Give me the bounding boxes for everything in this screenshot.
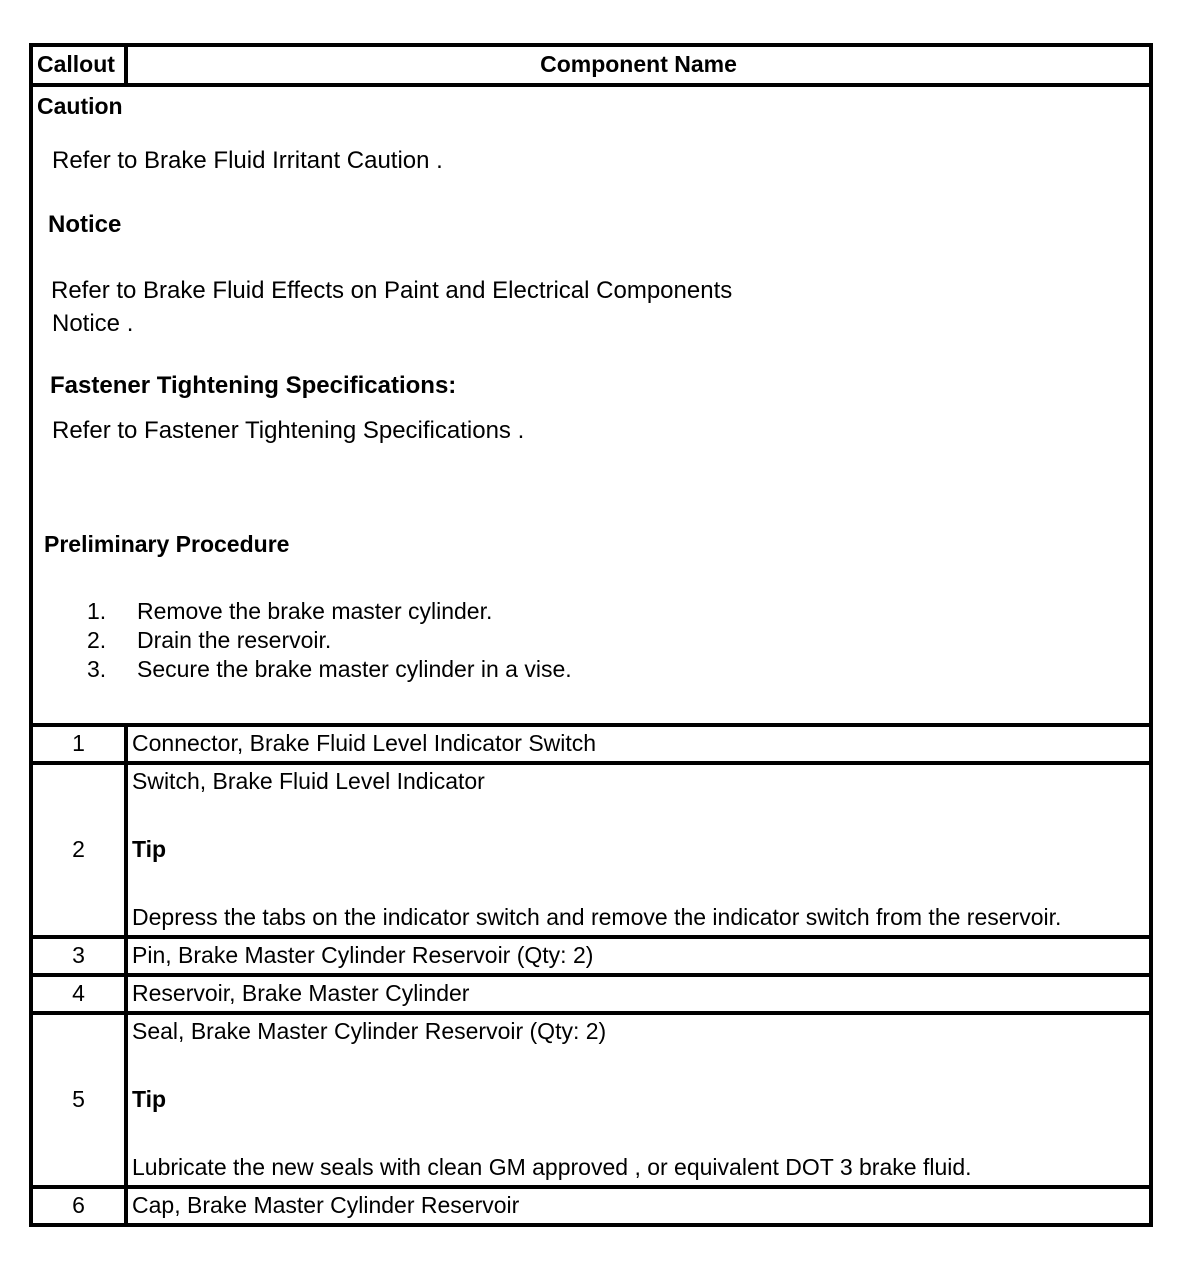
tip-title: Tip bbox=[132, 836, 167, 863]
table-row bbox=[31, 975, 1151, 1013]
preliminary-cell bbox=[31, 85, 1151, 725]
component-name: Switch, Brake Fluid Level Indicator bbox=[132, 768, 485, 795]
table-row bbox=[31, 725, 1151, 763]
step-number: 2. bbox=[87, 627, 107, 653]
callout-header: Callout bbox=[31, 45, 126, 85]
table-row bbox=[31, 937, 1151, 975]
table-row bbox=[31, 1013, 1151, 1187]
component-name-header: Component Name bbox=[126, 45, 1151, 85]
caution-text: Refer to Brake Fluid Irritant Caution . bbox=[52, 147, 443, 174]
component-name: Reservoir, Brake Master Cylinder bbox=[126, 975, 1151, 1013]
spacer bbox=[132, 867, 1149, 901]
callout-number: 5 bbox=[31, 1013, 126, 1187]
fastener-title: Fastener Tightening Specifications: bbox=[50, 372, 457, 399]
callout-number: 3 bbox=[31, 937, 126, 975]
component-name: Pin, Brake Master Cylinder Reservoir (Qty: 2) bbox=[126, 937, 1151, 975]
notice-text-line2: Notice . bbox=[52, 310, 134, 337]
step-text: Secure the brake master cylinder in a vise. bbox=[137, 656, 572, 682]
tip-title: Tip bbox=[132, 1086, 167, 1113]
table-header-row bbox=[31, 45, 1151, 85]
component-name: Connector, Brake Fluid Level Indicator Switch bbox=[126, 725, 1151, 763]
components-table bbox=[29, 43, 1153, 1227]
table-row bbox=[31, 763, 1151, 937]
spacer bbox=[132, 1049, 1149, 1083]
component-cell-with-tip bbox=[126, 1013, 1151, 1187]
spacer bbox=[132, 799, 1149, 833]
notice-text-line1: Refer to Brake Fluid Effects on Paint and Electrical Components bbox=[51, 277, 733, 304]
spacer bbox=[132, 1117, 1149, 1151]
tip-text: Depress the tabs on the indicator switch and remove the indicator switch from the reservoir. bbox=[132, 904, 1062, 931]
caution-title: Caution bbox=[37, 93, 123, 119]
component-name: Seal, Brake Master Cylinder Reservoir (Qty: 2) bbox=[132, 1018, 607, 1045]
step-text: Remove the brake master cylinder. bbox=[137, 598, 493, 624]
preliminary-row bbox=[31, 85, 1151, 725]
component-cell-with-tip bbox=[126, 763, 1151, 937]
fastener-text: Refer to Fastener Tightening Specifications . bbox=[52, 417, 525, 444]
callout-number: 1 bbox=[31, 725, 126, 763]
step-number: 1. bbox=[87, 598, 107, 624]
procedure-title: Preliminary Procedure bbox=[44, 531, 290, 557]
callout-number: 2 bbox=[31, 763, 126, 937]
step-text: Drain the reservoir. bbox=[137, 627, 332, 653]
callout-number: 4 bbox=[31, 975, 126, 1013]
tip-text: Lubricate the new seals with clean GM approved , or equivalent DOT 3 brake fluid. bbox=[132, 1154, 972, 1181]
step-number: 3. bbox=[87, 656, 107, 682]
component-name: Cap, Brake Master Cylinder Reservoir bbox=[126, 1187, 1151, 1225]
table-row bbox=[31, 1187, 1151, 1225]
callout-number: 6 bbox=[31, 1187, 126, 1225]
notice-title: Notice bbox=[48, 211, 122, 238]
